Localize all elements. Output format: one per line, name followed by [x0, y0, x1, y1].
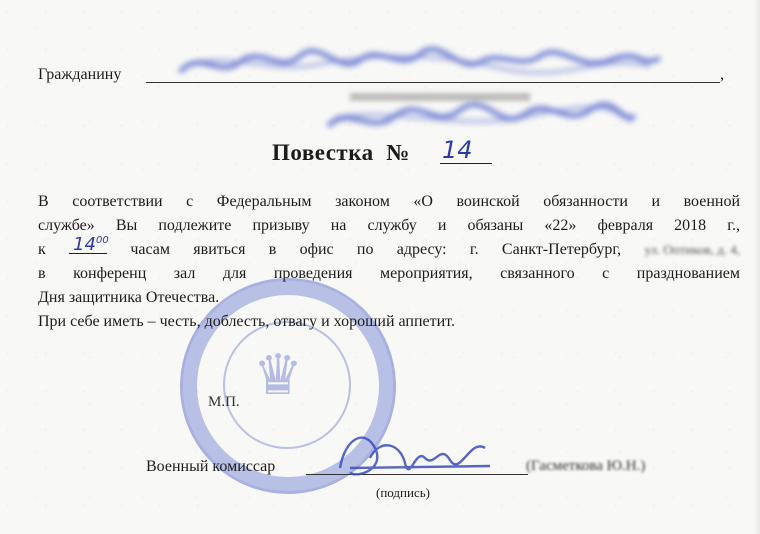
time-hour: 14	[73, 234, 96, 255]
body-line-5: Дня защитника Отечества.	[38, 289, 220, 306]
summons-body	[38, 190, 740, 334]
redacted-handwritten-patronymic	[320, 96, 640, 140]
body-line-2: службе» Вы подлежите призыву на службу и обязаны «22» февраля 2018 г.,	[38, 217, 740, 234]
eagle-emblem-icon: ♛	[253, 343, 304, 408]
redacted-handwritten-name	[170, 44, 670, 84]
handwritten-signature	[320, 418, 500, 488]
page-edge-shadow	[754, 0, 760, 534]
handwritten-time	[73, 229, 109, 257]
body-line-1: В соответствии с Федеральным законом «О воинской обязанности и военной	[38, 193, 740, 210]
number-sign: №	[386, 140, 410, 165]
number-underline	[440, 163, 492, 164]
body-line-3-mid: часам явиться в офис по адресу: г. Санкт-Петербург,	[130, 241, 622, 258]
commissar-name: (Гасметкова Ю.Н.)	[526, 458, 646, 474]
commissar-label: Военный комиссар	[146, 458, 276, 475]
time-field	[69, 234, 109, 255]
body-line-4: в конференц зал для проведения мероприятия, связанного с празднованием	[38, 265, 740, 282]
time-minutes: 00	[95, 235, 109, 246]
signature-caption: (подпись)	[376, 485, 430, 500]
body-line-3	[38, 234, 741, 262]
redacted-address: ул. Оптиков, д. 4,	[644, 242, 741, 257]
title-text: Повестка	[272, 140, 374, 165]
addressee-label: Гражданину	[38, 66, 122, 83]
stamp-place-label: М.П.	[208, 394, 240, 410]
body-line-3-pre: к	[38, 241, 46, 258]
handwritten-number: 14	[442, 136, 473, 164]
document-title	[272, 140, 410, 166]
addressee-comma: ,	[720, 66, 724, 83]
body-line-6: При себе иметь – честь, доблесть, отвагу и хороший аппетит.	[38, 313, 455, 330]
